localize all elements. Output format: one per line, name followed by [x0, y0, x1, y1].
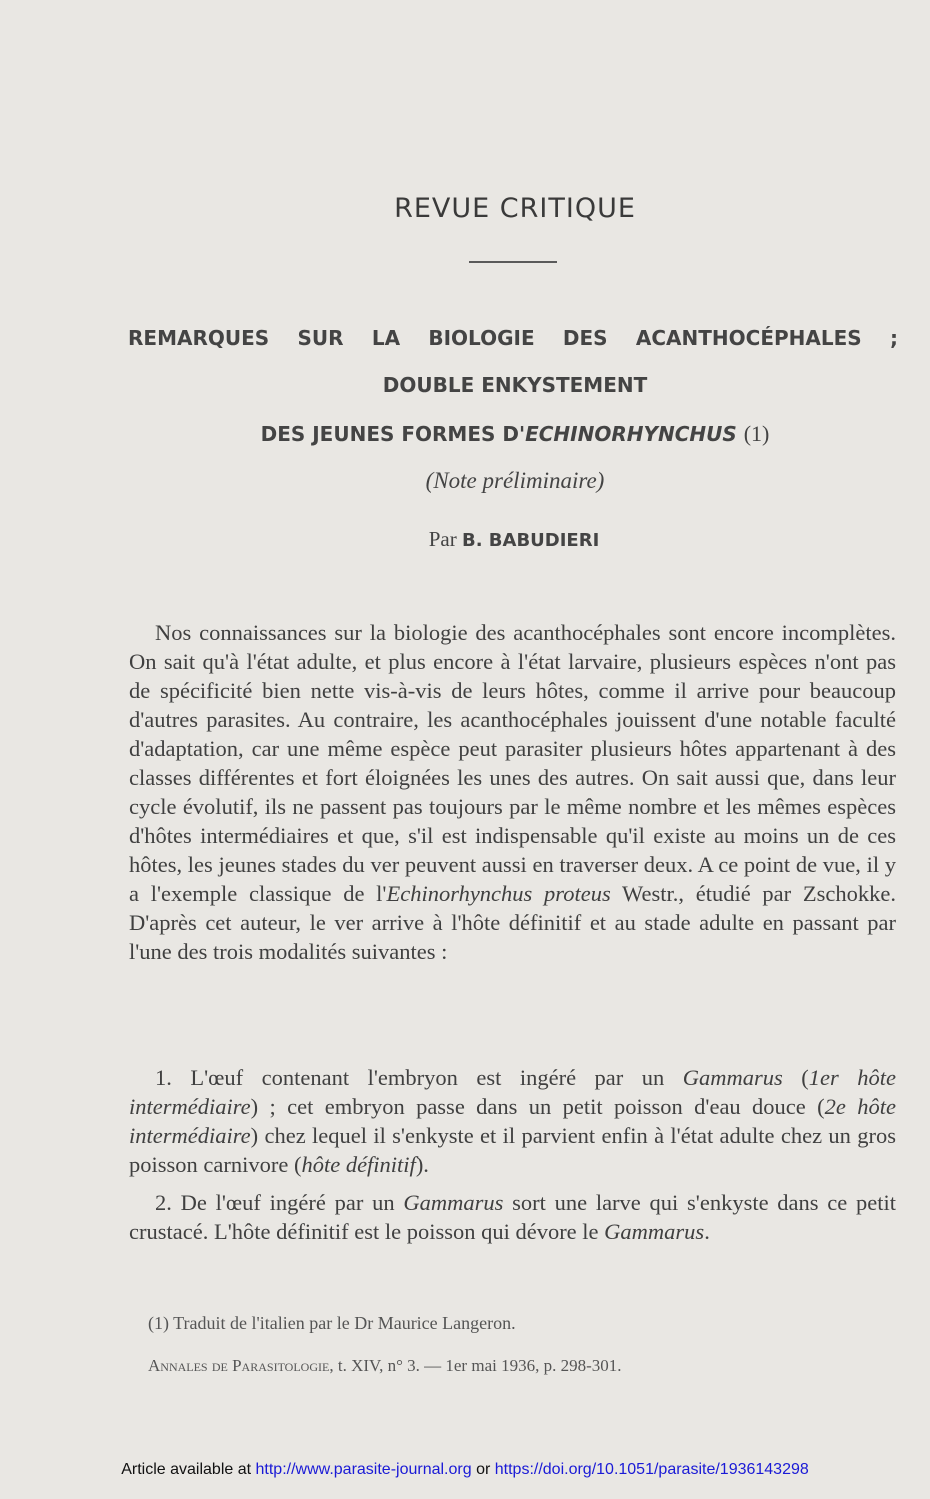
host-2-label: 2e hôte intermédiaire [129, 1094, 896, 1148]
species-name: Echinorhynchus proteus [386, 881, 611, 906]
section-title: REVUE CRITIQUE [394, 193, 636, 224]
article-title-line-3 [0, 421, 930, 447]
access-line [0, 1461, 930, 1479]
article-title-line-2: DOUBLE ENKYSTEMENT [382, 373, 648, 397]
genus-gammarus: Gammarus [403, 1190, 504, 1215]
byline-par: Par [428, 527, 457, 551]
journal-reference [148, 1356, 622, 1376]
footnote: (1) Traduit de l'italien par le Dr Maurice Langeron. [148, 1313, 516, 1333]
access-prefix: Article available at [121, 1461, 256, 1478]
paragraph-2-text-d: ) chez lequel il s'enkyste et il parvient enfin à l'état adulte chez un gros poisson carnivore ( [129, 1123, 896, 1177]
access-middle: or [471, 1461, 495, 1478]
journal-site-link[interactable]: http://www.parasite-journal.org [255, 1461, 472, 1478]
note-preliminaire: (Note préliminaire) [425, 468, 605, 493]
paragraph-1 [129, 618, 896, 966]
genus-gammarus: Gammarus [682, 1065, 783, 1090]
doi-link[interactable]: https://doi.org/10.1051/parasite/1936143298 [494, 1461, 809, 1478]
title-footnote-marker: (1) [743, 421, 770, 446]
title-rule [469, 261, 557, 263]
host-final-label: hôte définitif [301, 1152, 416, 1177]
paragraph-1-text-b: Westr., étudié par Zschokke. D'après cet auteur, le ver arrive à l'hôte définitif et au stade adulte en passant par l'une des trois modalités suivantes : [129, 881, 896, 964]
author-name: B. BABUDIERI [461, 530, 600, 551]
host-1-label: 1er hôte intermédiaire [129, 1065, 896, 1119]
journal-name: Annales de Parasitologie, [148, 1356, 334, 1375]
paragraph-1-text-a: Nos connaissances sur la biologie des acanthocéphales sont encore incomplètes. On sait qu'à l'état adulte, et plus encore à l'état larvaire, plusieurs espèces n'ont pas de spécificité bien nette vis-à-vis de leurs hôtes, comme il arrive pour beaucoup d'autres parasites. Au contraire, les acanthocéphales jouissent d'une notable faculté d'adaptation, car une même espèce peut parasiter plusieurs hôtes appartenant à des classes différentes et fort éloignées les unes des autres. On sait aussi que, dans leur cycle évolutif, ils ne passent pas toujours par le même nombre et les mêmes espèces d'hôtes intermédiaires et que, s'il est indispensable qu'il existe au moins un de ces hôtes, les jeunes stades du ver peuvent aussi en traverser deux. A ce point de vue, il y a l'exemple classique de l' [129, 620, 896, 906]
paragraph-2-text-b: ( [782, 1065, 809, 1090]
title-prefix: DES JEUNES FORMES D' [260, 422, 526, 446]
paragraph-3-text-c: . [704, 1219, 710, 1244]
journal-details: t. XIV, n° 3. — 1er mai 1936, p. 298-301. [337, 1356, 622, 1375]
paragraph-3-text-a: 2. De l'œuf ingéré par un [155, 1190, 404, 1215]
byline [0, 527, 930, 552]
paragraph-2 [129, 1063, 896, 1179]
paragraph-2-text-e: ). [415, 1152, 429, 1177]
article-title-line-1: REMARQUES SUR LA BIOLOGIE DES ACANTHOCÉPHALES ; [128, 326, 898, 350]
paragraph-3 [129, 1188, 896, 1246]
genus-gammarus: Gammarus [604, 1219, 705, 1244]
paragraph-2-text-c: ) ; cet embryon passe dans un petit poisson d'eau douce ( [250, 1094, 825, 1119]
paragraph-3-text-b: sort une larve qui s'enkyste dans ce petit crustacé. L'hôte définitif est le poisson qui dévore le [129, 1190, 897, 1244]
paragraph-2-text-a: 1. L'œuf contenant l'embryon est ingéré par un [155, 1065, 683, 1090]
title-genus: ECHINORHYNCHUS [525, 422, 737, 446]
